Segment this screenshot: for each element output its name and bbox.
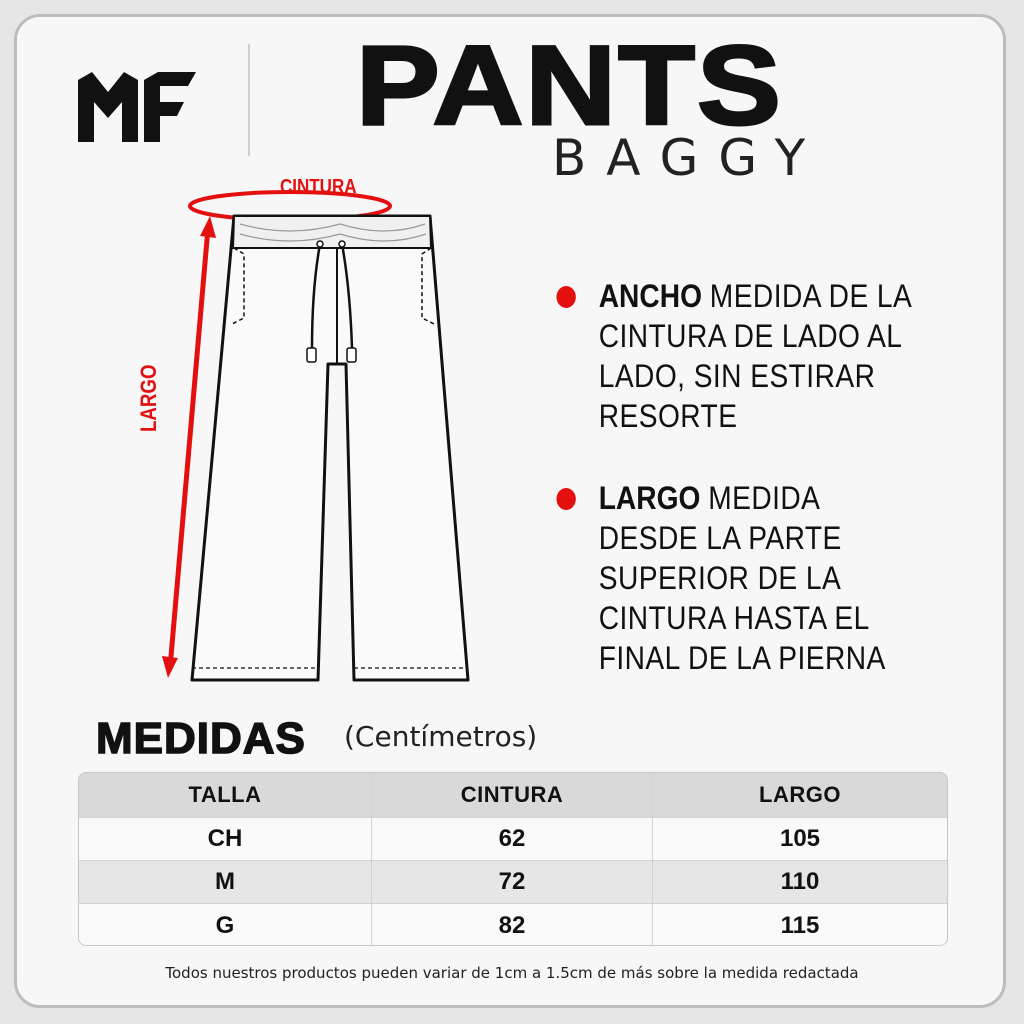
- table-header-row: [79, 773, 947, 818]
- size-table: [78, 772, 948, 946]
- bullet-dot-icon: [556, 488, 575, 510]
- pants-outline: [192, 216, 468, 680]
- length-arrow-head-top: [200, 216, 216, 238]
- table-cell: 105: [652, 818, 947, 860]
- table-cell: 72: [371, 861, 652, 903]
- table-cell: CH: [207, 825, 243, 852]
- product-subtitle: BAGGY: [552, 129, 826, 187]
- eyelet-right: [339, 241, 345, 247]
- header-cell: LARGO: [652, 773, 947, 817]
- pants-illustration: [140, 168, 480, 708]
- header-cell: TALLA: [188, 782, 262, 807]
- bullet-text: [599, 276, 912, 436]
- waistband: [233, 216, 431, 248]
- eyelet-left: [317, 241, 323, 247]
- length-arrow-head-bottom: [162, 656, 178, 678]
- bullet-keyword: LARGO: [598, 480, 701, 516]
- table-row: [79, 861, 947, 904]
- logo-f-shape: [144, 72, 196, 142]
- drawstring-tip-left: [307, 348, 316, 362]
- waist-label: CINTURA: [280, 176, 357, 198]
- bullet-description: MEDIDA DE LA CINTURA DE LADO AL LADO, SIN ESTIRAR RESORTE: [598, 278, 911, 434]
- product-title: PANTS: [356, 23, 784, 148]
- drawstring-tip-right: [347, 348, 356, 362]
- bullet-largo: [560, 478, 912, 678]
- bullet-dot-icon: [556, 286, 575, 308]
- footer-note: Todos nuestros productos pueden variar de 1cm a 1.5cm de más sobre la medida redactada: [165, 964, 859, 982]
- logo-m-shape: [78, 72, 138, 142]
- table-cell: 110: [652, 861, 947, 903]
- table-cell: 82: [371, 904, 652, 946]
- header-cell: CINTURA: [371, 773, 652, 817]
- table-cell: 62: [371, 818, 652, 860]
- measurements-title: MEDIDAS: [96, 714, 306, 763]
- measurements-unit: (Centímetros): [344, 720, 538, 753]
- brand-logo: [78, 72, 196, 142]
- length-label: LARGO: [136, 364, 161, 432]
- bullet-text: [599, 478, 912, 678]
- table-cell: M: [215, 868, 235, 895]
- bullet-keyword: ANCHO: [598, 278, 702, 314]
- table-cell: G: [215, 911, 235, 939]
- bullet-ancho: [560, 276, 912, 436]
- bullet-description: MEDIDA DESDE LA PARTE SUPERIOR DE LA CINTURA HASTA EL FINAL DE LA PIERNA: [598, 480, 886, 676]
- table-row: [79, 904, 947, 946]
- table-row: [79, 818, 947, 861]
- table-cell: 115: [652, 904, 947, 946]
- header-divider: [248, 44, 250, 156]
